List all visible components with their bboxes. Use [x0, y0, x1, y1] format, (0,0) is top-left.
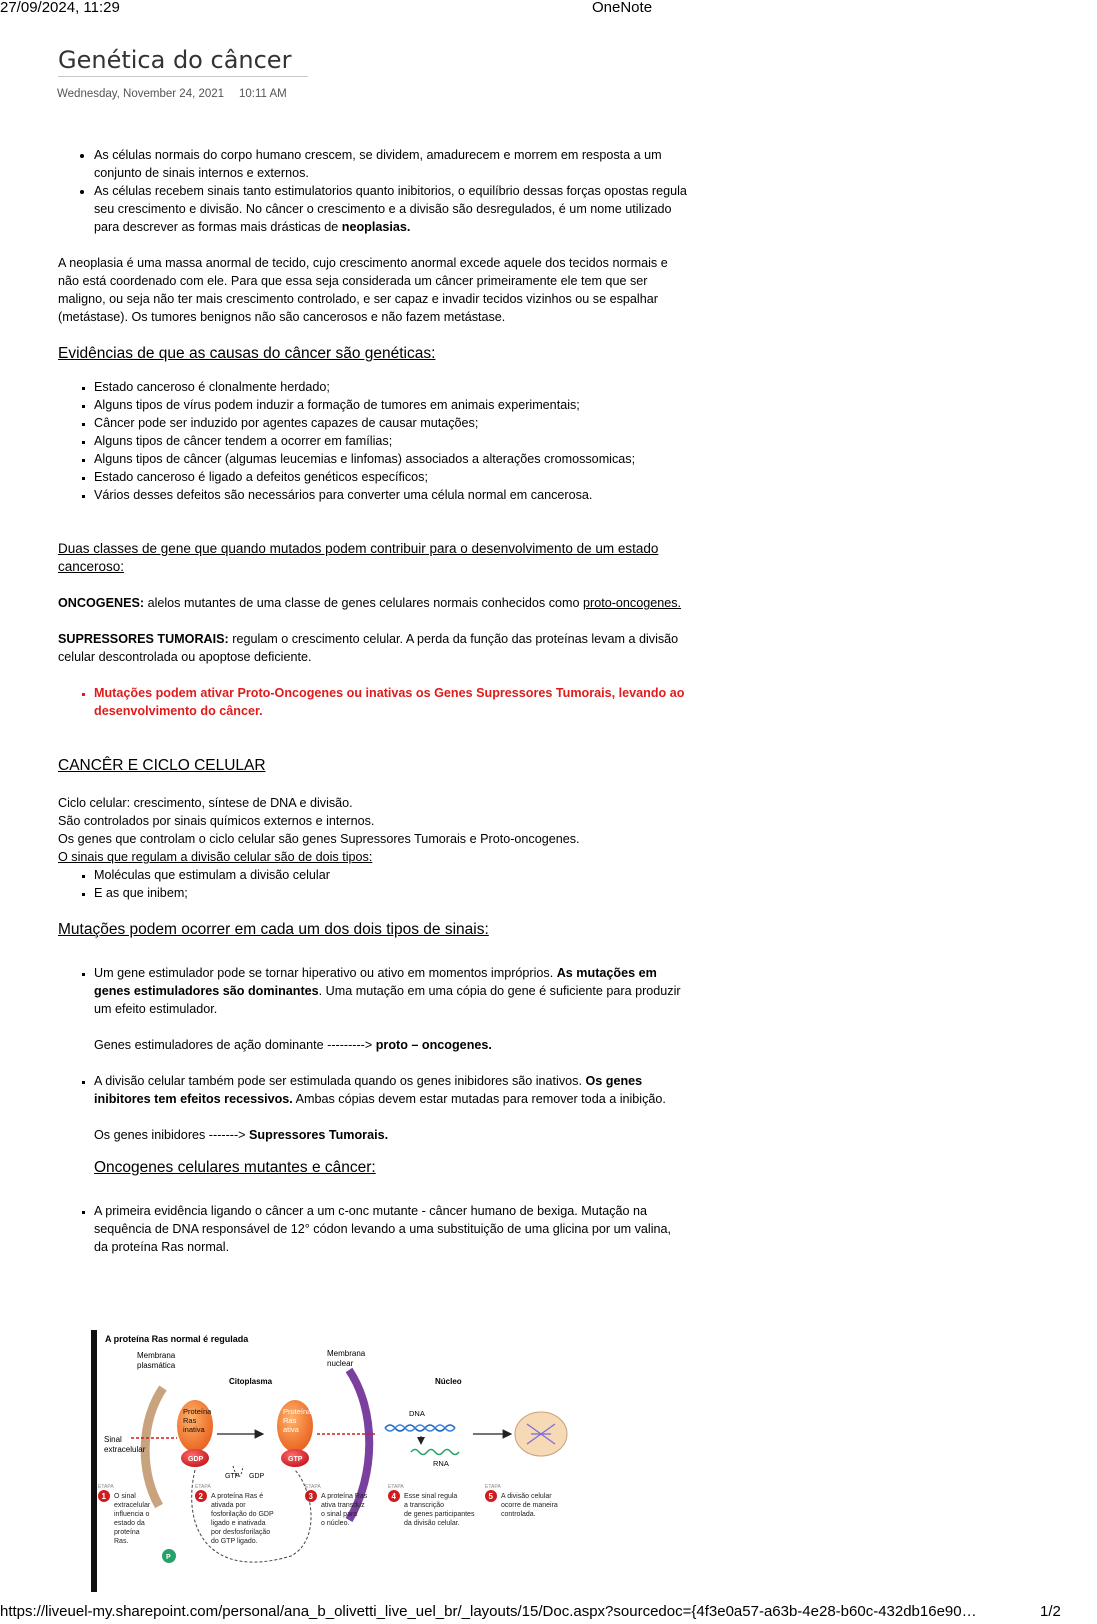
suppressors-definition: [58, 630, 688, 666]
cycle-line: São controlados por sinais químicos externos e internos.: [58, 814, 375, 828]
nuclear-membrane-label: Membrana nuclear: [327, 1349, 366, 1368]
cycle-line: Os genes que controlam o ciclo celular são genes Supressores Tumorais e Proto-oncogenes.: [58, 832, 580, 846]
gtp-label: GTP: [288, 1456, 303, 1463]
list-item: ▪ A divisão celular também pode ser estimulada quando os genes inibidores são inativos. Os genes inibitores tem efeitos recessivos. Ambas cópias devem estar mutadas para remover toda a inibição. Os genes inibidores -------> Supressores Tumorais.: [94, 1072, 688, 1144]
svg-text:A divisão celularocorre de man: A divisão celular ocorre de maneira controlada.: [501, 1493, 558, 1518]
page-number: 1/2: [1040, 1603, 1061, 1620]
svg-text:ETAPA: ETAPA: [195, 1484, 211, 1490]
svg-text:3: 3: [308, 1492, 313, 1501]
mutations-heading: Mutações podem ocorrer em cada um dos dois tipos de sinais:: [58, 921, 489, 938]
underlined-term: proto-oncogenes.: [583, 596, 682, 610]
oncogenes-list: [58, 1202, 688, 1256]
gdp-exchange-label: GDP: [249, 1473, 265, 1480]
svg-text:4: 4: [391, 1492, 396, 1501]
figure-title: A proteína Ras normal é regulada: [105, 1334, 249, 1344]
cycle-signals-label: O sinais que regulam a divisão celular são de dois tipos:: [58, 850, 373, 864]
phosphate-label: P: [166, 1554, 171, 1561]
list-item: ▪ Estado canceroso é ligado a defeitos genéticos específicos;: [94, 468, 688, 486]
figure-left-bar: [91, 1330, 97, 1592]
term-label: SUPRESSORES TUMORAIS:: [58, 632, 229, 646]
red-note: ▪ Mutações podem ativar Proto-Oncogenes ou inativas os Genes Supressores Tumorais, levando ao desenvolvimento do câncer.: [94, 684, 688, 720]
nucleus-label: Núcleo: [435, 1377, 462, 1386]
title-divider: [58, 76, 308, 77]
svg-text:5: 5: [488, 1492, 493, 1501]
highlight-list: [58, 684, 688, 720]
list-item: [94, 182, 688, 236]
cycle-line: Ciclo celular: crescimento, síntese de DNA e divisão.: [58, 796, 353, 810]
list-item: ▪ A primeira evidência ligando o câncer a um c-onc mutante - câncer humano de bexiga. Mutação na sequência de DNA responsável de 12° códon levando a uma substituição de uma glicina por um valina, da proteína Ras normal.: [94, 1202, 688, 1256]
svg-text:Esse sinal regulaa transcrição: Esse sinal regula a transcrição de genes participantes da divisão celular.: [404, 1493, 475, 1527]
cycle-heading: CANCÊR E CICLO CELULAR: [58, 757, 266, 774]
bold-term: neoplasias.: [341, 220, 411, 234]
gdp-label: GDP: [188, 1456, 204, 1463]
signal-types-list: [58, 866, 688, 902]
svg-text:O sinalextracelularinfluencia: O sinal extracelular influencia o estado da proteína Ras.: [114, 1493, 151, 1545]
intro-list: [58, 146, 688, 236]
list-item: ▪ Alguns tipos de câncer (algumas leucemias e linfomas) associados a alterações cromossomicas;: [94, 450, 688, 468]
definition-text: alelos mutantes de uma classe de genes celulares normais conhecidos como: [144, 596, 583, 610]
list-item: ▪ Estado canceroso é clonalmente herdado;: [94, 378, 688, 396]
list-item: ▪ Moléculas que estimulam a divisão celular: [94, 866, 688, 884]
list-item: ▪ Câncer pode ser induzido por agentes capazes de causar mutações;: [94, 414, 688, 432]
svg-text:1: 1: [101, 1492, 106, 1501]
svg-text:ETAPA: ETAPA: [305, 1484, 321, 1490]
list-item: ▪ E as que inibem;: [94, 884, 688, 902]
ras-inactive-label: Proteína Ras inativa: [183, 1407, 212, 1434]
definition-text: regulam o crescimento celular. A perda da função das proteínas levam a divisão celular descontrolada ou apoptose deficiente.: [58, 632, 679, 664]
svg-text:ETAPA: ETAPA: [98, 1484, 114, 1490]
page-url: https://liveuel-my.sharepoint.com/personal/ana_b_olivetti_live_uel_br/_layouts/15/Doc.aspx?sourcedoc={4f3e0a57-a63b-4e28-b60c-432db16e90…: [0, 1603, 977, 1620]
evidence-heading: Evidências de que as causas do câncer são genéticas:: [58, 345, 436, 362]
list-item-text: As células recebem sinais tanto estimulatorios quanto inibitorios, o equilíbrio dessas forças opostas regula seu crescimento e divisão. No câncer o crescimento e a divisão são desregulados, é um nome utilizado para descrever as formas mais drásticas de: [94, 184, 687, 234]
mutations-list: [58, 964, 688, 1144]
page-date: Wednesday, November 24, 2021: [57, 88, 225, 100]
list-item: • As células normais do corpo humano crescem, se dividem, amadurecem e morrem em resposta a um conjunto de sinais internos e externos.: [94, 146, 688, 182]
list-item: ▪ Vários desses defeitos são necessários para converter uma célula normal em cancerosa.: [94, 486, 688, 504]
note-content[interactable]: [58, 146, 688, 1256]
page-title[interactable]: Genética do câncer: [58, 46, 292, 74]
page-time: 10:11 AM: [239, 88, 287, 100]
ras-protein-figure: [91, 1330, 604, 1592]
svg-text:ETAPA: ETAPA: [388, 1484, 404, 1490]
oncogenes-definition: [58, 594, 688, 612]
list-item: ▪ Alguns tipos de vírus podem induzir a formação de tumores em animais experimentais;: [94, 396, 688, 414]
list-item: ▪ Um gene estimulador pode se tornar hiperativo ou ativo em momentos impróprios. As mutações em genes estimuladores são dominantes. Uma mutação em uma cópia do gene é suficiente para produzir um efeito estimulador. Genes estimuladores de ação dominante ---------> proto – oncogenes.: [94, 964, 688, 1072]
rna-label: RNA: [433, 1459, 449, 1468]
neoplasia-paragraph: A neoplasia é uma massa anormal de tecido, cujo crescimento anormal excede aquele dos tecidos normais e não está coordenado com ele. Para que essa seja considerada um câncer primeiramente ele tem que ser maligno, ou seja não ter mais crescimento controlado, e ser capaz e invadir tecidos vizinhos ou se espalhar (metástase). Os tumores benignos não são cancerosos e não fazem metástase.: [58, 256, 668, 324]
dna-label: DNA: [409, 1409, 425, 1418]
list-item: ▪ Alguns tipos de câncer tendem a ocorrer em famílias;: [94, 432, 688, 450]
term-label: ONCOGENES:: [58, 596, 145, 610]
print-app-name: OneNote: [592, 0, 653, 16]
svg-text:A proteína Rasativa transduzo: A proteína Ras ativa transduz o sinal para o núcleo.: [321, 1493, 368, 1527]
svg-text:A proteína Ras éativada porfos: A proteína Ras é ativada por fosforilação do GDP ligado e inativada por desfosforilação do GTP ligado.: [211, 1493, 274, 1545]
signal-label: Sinal extracelular: [104, 1435, 146, 1454]
print-datetime: 27/09/2024, 11:29: [0, 0, 120, 16]
gtp-exchange-label: GTP: [225, 1473, 240, 1480]
cytoplasm-label: Citoplasma: [229, 1377, 273, 1386]
plasma-membrane-label: Membrana plasmática: [137, 1351, 176, 1370]
ras-active-label: Proteína Ras ativa: [283, 1407, 312, 1434]
classes-heading: Duas classes de gene que quando mutados podem contribuir para o desenvolvimento de um estado canceroso:: [58, 541, 659, 574]
svg-text:ETAPA: ETAPA: [485, 1484, 501, 1490]
svg-text:2: 2: [198, 1492, 203, 1501]
evidence-list: [58, 378, 688, 504]
oncogenes-heading: Oncogenes celulares mutantes e câncer:: [94, 1159, 376, 1176]
